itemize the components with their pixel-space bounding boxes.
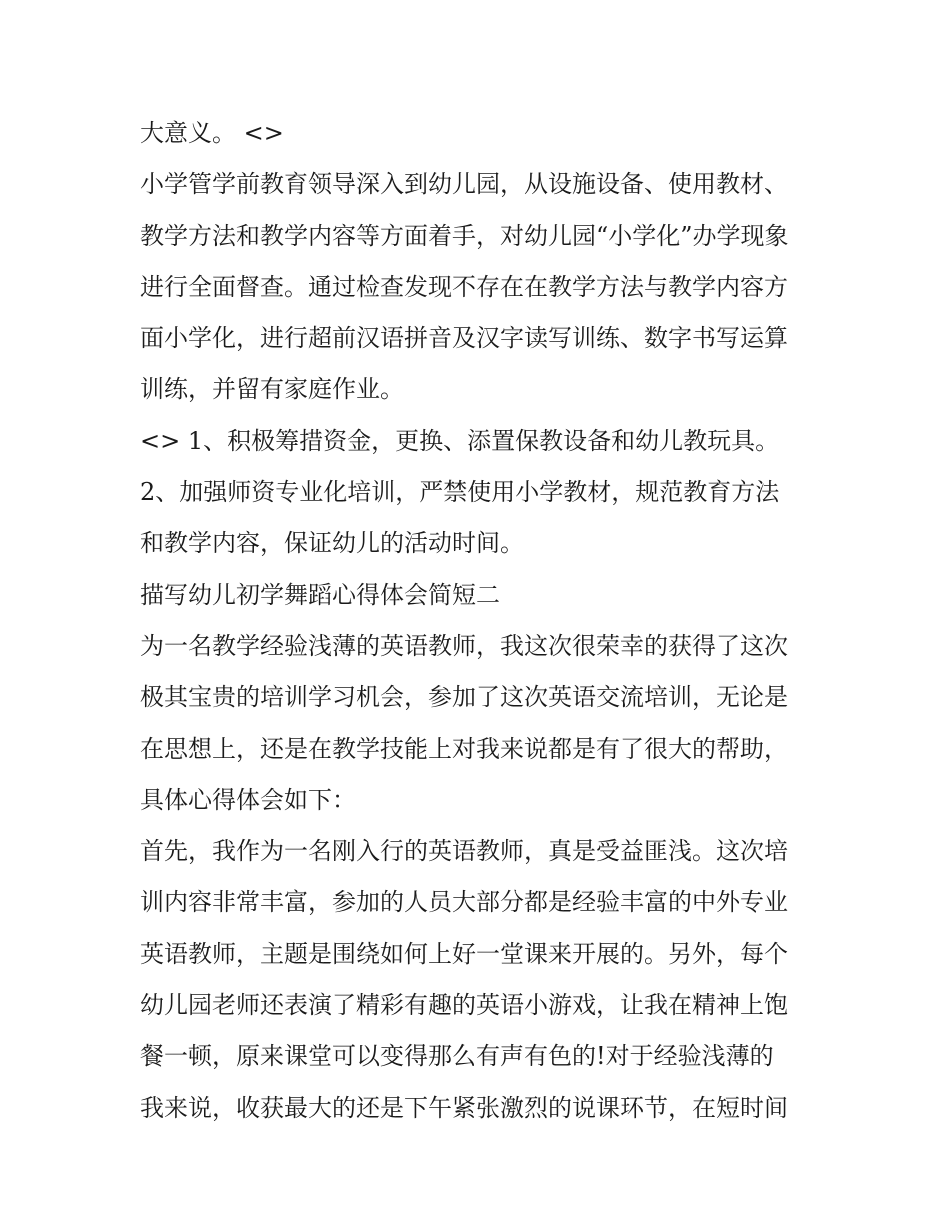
text-line: 2、加强师资专业化培训，严禁使用小学教材，规范教育方法: [140, 478, 780, 507]
text-line: 我来说，收获最大的还是下午紧张激烈的说课环节，在短时间: [140, 1093, 788, 1122]
text-line: 英语教师，主题是围绕如何上好一堂课来开展的。另外，每个: [140, 939, 788, 968]
text-line: 教学方法和教学内容等方面着手，对幼儿园“小学化”办学现象: [140, 221, 789, 250]
text-line: 和教学内容，保证幼儿的活动时间。: [140, 529, 524, 558]
document-body: [140, 108, 820, 1134]
text-line: 为一名教学经验浅薄的英语教师，我这次很荣幸的获得了这次: [140, 631, 788, 660]
text-line: 餐一顿，原来课堂可以变得那么有声有色的!对于经验浅薄的: [140, 1042, 774, 1071]
text-line: 极其宝贵的培训学习机会，参加了这次英语交流培训，无论是: [140, 683, 788, 712]
text-line: 首先，我作为一名刚入行的英语教师，真是受益匪浅。这次培: [140, 837, 788, 866]
text-line: 进行全面督查。通过检查发现不存在在教学方法与教学内容方: [140, 272, 788, 301]
text-line: 幼儿园老师还表演了精彩有趣的英语小游戏，让我在精神上饱: [140, 991, 788, 1020]
text-line: 大意义。 <>: [140, 119, 284, 147]
text-line: 小学管学前教育领导深入到幼儿园，从设施设备、使用教材、: [140, 170, 788, 199]
text-line: 具体心得体会如下：: [140, 785, 356, 814]
text-line: 训练，并留有家庭作业。: [140, 375, 404, 404]
text-line: 训内容非常丰富，参加的人员大部分都是经验丰富的中外专业: [140, 888, 788, 917]
text-line: <> 1、积极筹措资金，更换、添置保教设备和幼儿教玩具。: [140, 426, 780, 455]
text-line: 在思想上，还是在教学技能上对我来说都是有了很大的帮助，: [140, 734, 788, 763]
section-heading: 描写幼儿初学舞蹈心得体会简短二: [140, 580, 500, 609]
text-line: 面小学化，进行超前汉语拼音及汉字读写训练、数字书写运算: [140, 324, 788, 353]
